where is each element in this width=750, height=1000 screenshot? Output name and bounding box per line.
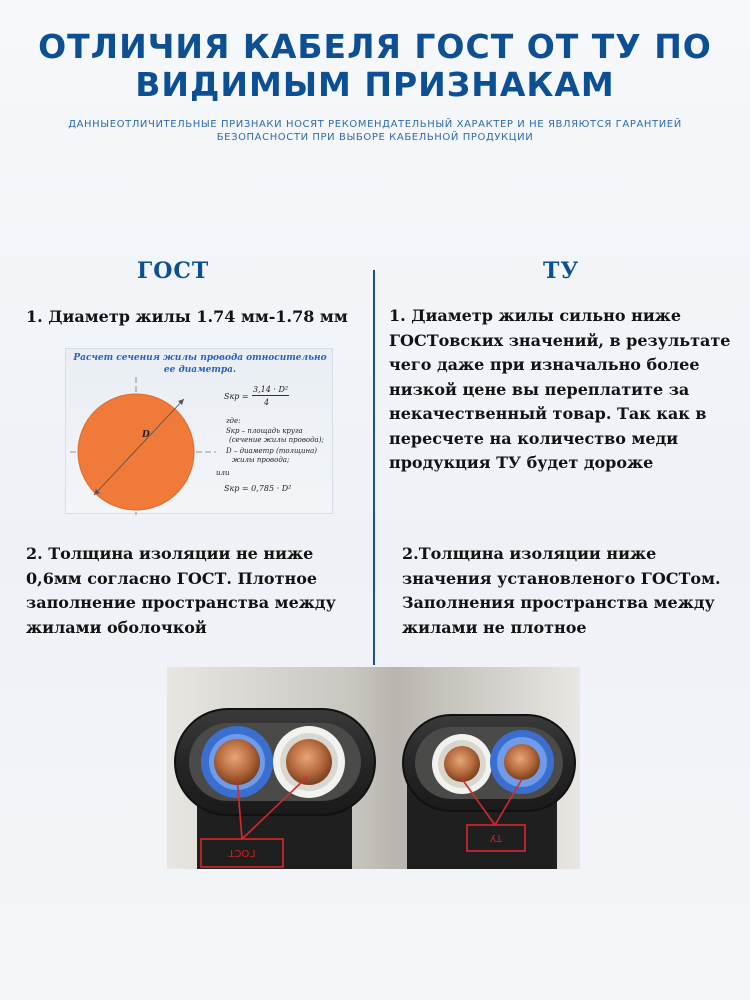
tu-point-1-line: продукция ТУ будет дороже (389, 453, 654, 472)
gost-point-2 (26, 542, 336, 640)
tu-point-1 (389, 304, 730, 476)
d-description-2: жилы провода; (232, 456, 290, 464)
formula-heading-line-1: Расчет сечения жилы провода относительно (73, 353, 327, 363)
s-description-1: Sкр – площадь круга (226, 427, 303, 435)
formula-heading-line-2: ее диаметра. (163, 365, 237, 375)
gost-point-1: 1. Диаметр жилы 1.74 мм-1.78 мм (26, 307, 348, 326)
disclaimer-line-1: ДАННЫЕОТЛИЧИТЕЛЬНЫЕ ПРИЗНАКИ НОСЯТ РЕКОМЕНДАТЕЛЬНЫЙ ХАРАКТЕР И НЕ ЯВЛЯЮТСЯ ГАРАНТИЕЙ (68, 119, 682, 130)
cable-cross-section-photo (167, 667, 580, 869)
tu-point-1-line: 1. Диаметр жилы сильно ниже (389, 306, 682, 325)
tu-point-1-line: чего даже при изначально более (389, 355, 700, 374)
s-description-2: (сечение жилы провода); (229, 436, 324, 444)
formula-illustration (65, 348, 333, 514)
formula-lhs: Sкр = (224, 392, 249, 401)
gost-point-2-line: заполнение пространства между (26, 593, 336, 612)
formula-where: где: (226, 417, 241, 425)
tu-point-2-line: значения установленого ГОСТом. (402, 568, 721, 588)
title-line-1: ОТЛИЧИЯ КАБЕЛЯ ГОСТ ОТ ТУ ПО (38, 27, 712, 66)
gost-point-2-line: 2. Толщина изоляции не ниже (26, 544, 314, 563)
tu-point-1-line: некачественный товар. Так как в (389, 404, 707, 423)
formula-denominator: 4 (264, 398, 270, 407)
formula-numerator: 3,14 · D² (253, 385, 289, 394)
gost-point-2-line: жилами оболочкой (26, 617, 207, 637)
disclaimer (40, 118, 710, 144)
title-line-2: ВИДИМЫМ ПРИЗНАКАМ (135, 65, 615, 104)
tu-heading: ТУ (543, 258, 580, 284)
column-divider (373, 270, 375, 665)
tu-point-1-line: ГОСТовских значений, в результате (389, 330, 731, 350)
tu-point-2 (402, 542, 721, 640)
diameter-label: D (142, 430, 150, 440)
tu-photo-label: ТУ (489, 832, 503, 844)
tu-point-1-line: пересчете на количество меди (389, 428, 679, 448)
disclaimer-line-2: БЕЗОПАСНОСТИ ПРИ ВЫБОРЕ КАБЕЛЬНОЙ ПРОДУКЦИИ (216, 132, 534, 143)
formula-or: или (216, 469, 230, 477)
formula-2: Sкр = 0,785 · D² (224, 484, 292, 493)
gost-photo-label: ГОСТ (228, 847, 256, 859)
gost-heading: ГОСТ (137, 258, 210, 284)
page-title (0, 28, 750, 104)
gost-point-2-line: 0,6мм согласно ГОСТ. Плотное (26, 568, 318, 588)
tu-point-2-line: жилами не плотное (402, 617, 587, 637)
tu-point-2-line: Заполнения пространства между (402, 593, 715, 612)
d-description-1: D – диаметр (толщина) (226, 447, 318, 455)
tu-point-1-line: низкой цене вы переплатите за (389, 379, 690, 399)
tu-point-2-line: 2.Толщина изоляции ниже (402, 544, 657, 563)
